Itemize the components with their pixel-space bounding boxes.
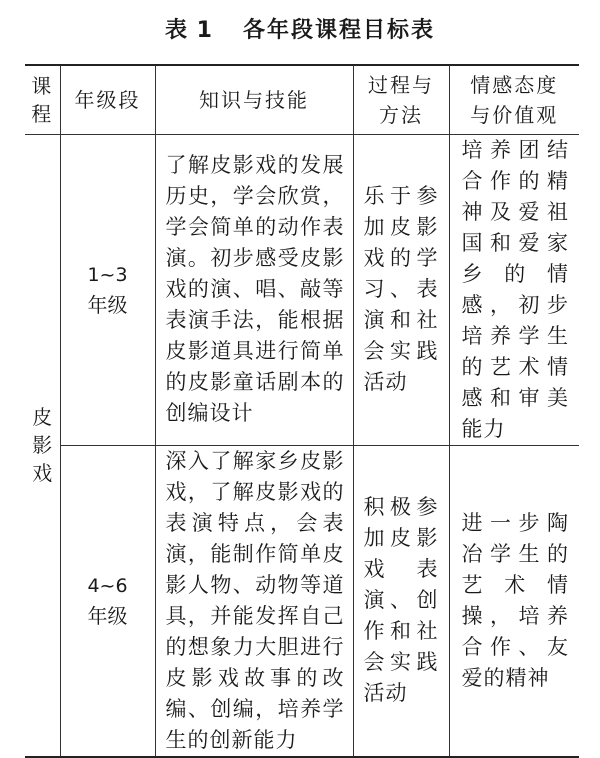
process-text: 积极参加皮影戏表演、创作和社会实践活动 [363, 495, 439, 705]
header-attitude-line2: 与价值观 [470, 102, 559, 127]
header-process-line1: 过程与 [368, 72, 434, 97]
table-number: 表 1 [165, 17, 213, 43]
knowledge-cell [155, 445, 353, 757]
process-text: 乐于参加皮影戏的学习、表演和社会实践活动 [363, 184, 439, 394]
process-cell [353, 445, 449, 757]
header-attitude-line1: 情感态度 [470, 72, 559, 97]
header-process [353, 65, 449, 134]
course-name-cell [25, 134, 60, 757]
attitude-cell [449, 134, 579, 445]
grade-cell [60, 445, 155, 757]
grade-range: 1~3 [87, 263, 128, 286]
header-course: 课程 [25, 65, 60, 134]
process-cell [353, 134, 449, 445]
course-name: 皮影戏 [32, 405, 53, 485]
table-row [25, 445, 579, 757]
table-row [25, 134, 579, 445]
header-knowledge: 知识与技能 [155, 65, 353, 134]
grade-unit: 年级 [87, 292, 128, 317]
knowledge-text: 深入了解家乡皮影戏，了解皮影戏的表演特点，会表演，能制作简单皮影人物、动物等道具，并能发挥自己的想象力大胆进行皮影戏故事的改编、创编，培养学生的创新能力 [165, 448, 345, 752]
header-grade: 年级段 [60, 65, 155, 134]
course-goals-table [25, 64, 579, 758]
table-caption [0, 6, 600, 50]
table-title: 各年段课程目标表 [242, 16, 435, 43]
grade-range: 4~6 [87, 574, 128, 597]
attitude-cell [449, 445, 579, 757]
grade-cell [60, 134, 155, 445]
header-attitude [449, 65, 579, 134]
knowledge-text: 了解皮影戏的发展历史，学会欣赏，学会简单的动作表演。初步感受皮影戏的演、唱、敲等表演手法，能根据皮影道具进行简单的皮影童话剧本的创编设计 [165, 153, 345, 425]
attitude-text: 培养团结合作的精神及爱祖国和爱家乡的情感，初步培养学生的艺术情感和审美能力 [461, 137, 569, 441]
header-process-line2: 方法 [379, 102, 423, 127]
knowledge-cell [155, 134, 353, 445]
grade-unit: 年级 [87, 603, 128, 628]
header-row [25, 65, 579, 134]
attitude-text: 进一步陶冶学生的艺术情操，培养合作、友爱的精神 [461, 510, 569, 690]
